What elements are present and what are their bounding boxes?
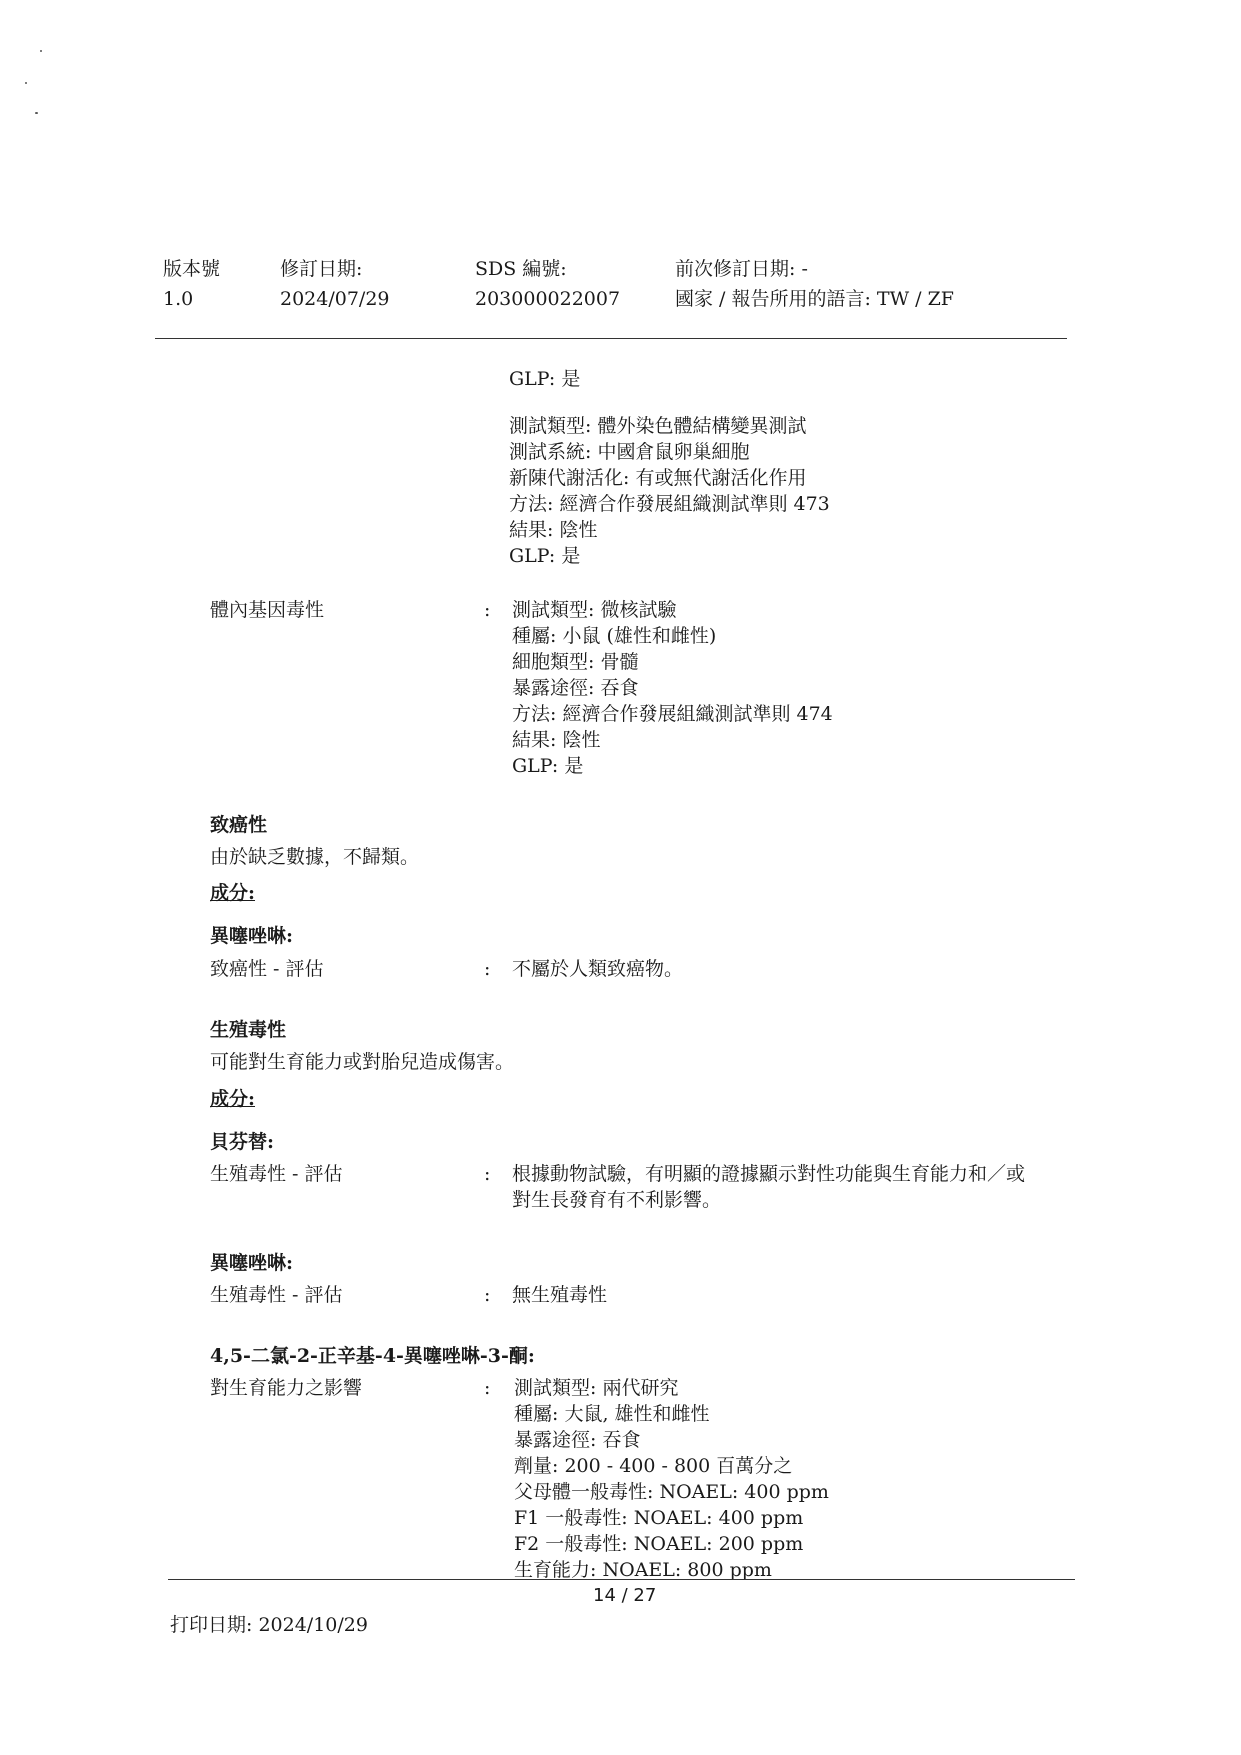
reproductive-assessment-label: 生殖毒性 - 評估 [210,1163,343,1185]
reproductive-colon: : [484,1284,491,1306]
fertility-effect-block [514,1375,829,1583]
value-line: F1 一般毒性: NOAEL: 400 ppm [514,1507,804,1529]
version-value: 1.0 [163,288,194,310]
components-heading: 成分: [210,1088,256,1110]
value-line: 劑量: 200 - 400 - 800 百萬分之 [514,1455,793,1477]
page-number: 14 / 27 [593,1585,657,1606]
substance-name: 貝芬替: [210,1131,275,1153]
revision-date-label: 修訂日期: [280,258,363,280]
print-date: 打印日期: 2024/10/29 [170,1614,368,1636]
glp-first: GLP: 是 [509,368,581,390]
carcinogenicity-assessment-label: 致癌性 - 評估 [210,958,324,980]
substance-name: 4,5-二氯-2-正辛基-4-異噻唑啉-3-酮: [210,1345,535,1367]
in-vitro-line: 結果: 陰性 [509,519,598,541]
in-vivo-line: 方法: 經濟合作發展組織測試準則 474 [512,703,833,725]
sds-number-value: 203000022007 [475,288,621,310]
previous-revision-date: 前次修訂日期: - [675,258,808,280]
reproductive-heading: 生殖毒性 [210,1019,287,1041]
footer-divider [168,1579,1075,1580]
in-vitro-test-block [509,413,830,569]
reproductive-assessment-value: 無生殖毒性 [512,1284,608,1306]
header-divider [155,338,1067,339]
in-vivo-line: 細胞類型: 骨髓 [512,651,639,673]
in-vivo-line: GLP: 是 [512,755,584,777]
value-line: 測試類型: 兩代研究 [514,1377,679,1399]
value-line: 生育能力: NOAEL: 800 ppm [514,1559,772,1581]
scan-speck [25,82,27,84]
value-line: 根據動物試驗，有明顯的證據顯示對性功能與生育能力和／或 [512,1163,1026,1185]
sds-number-label: SDS 編號: [475,258,567,280]
in-vivo-line: 種屬: 小鼠 (雄性和雌性) [512,625,717,647]
in-vivo-line: 測試類型: 微核試驗 [512,599,677,621]
carcinogenicity-statement: 由於缺乏數據，不歸類。 [210,846,420,868]
country-language: 國家 / 報告所用的語言: TW / ZF [675,288,954,310]
in-vivo-label: 體內基因毒性 [210,599,325,621]
substance-name: 異噻唑啉: [210,925,294,947]
carcinogenicity-assessment-value: 不屬於人類致癌物。 [512,958,684,980]
in-vivo-line: 暴露途徑: 吞食 [512,677,639,699]
value-line: 對生長發育有不利影響。 [512,1189,722,1211]
value-line: 父母體一般毒性: NOAEL: 400 ppm [514,1481,829,1503]
reproductive-statement: 可能對生育能力或對胎兒造成傷害。 [210,1051,515,1073]
in-vitro-line: 測試系統: 中國倉鼠卵巢細胞 [509,441,750,463]
scan-speck [40,50,42,52]
value-line: 暴露途徑: 吞食 [514,1429,641,1451]
fertility-colon: : [484,1377,491,1399]
carcinogenicity-heading: 致癌性 [210,814,268,836]
components-heading: 成分: [210,882,256,904]
value-line: F2 一般毒性: NOAEL: 200 ppm [514,1533,804,1555]
reproductive-assessment-label: 生殖毒性 - 評估 [210,1284,343,1306]
carcinogenicity-colon: : [484,958,491,980]
in-vitro-line: 測試類型: 體外染色體結構變異測試 [509,415,807,437]
revision-date-value: 2024/07/29 [280,288,390,310]
reproductive-colon: : [484,1163,491,1185]
in-vivo-colon: : [484,599,491,621]
in-vivo-line: 結果: 陰性 [512,729,601,751]
in-vitro-line: 新陳代謝活化: 有或無代謝活化作用 [509,467,807,489]
value-line: 種屬: 大鼠, 雄性和雌性 [514,1403,710,1425]
reproductive-assessment-value [512,1161,1025,1213]
in-vitro-line: 方法: 經濟合作發展組織測試準則 473 [509,493,830,515]
in-vivo-block [512,597,833,779]
scan-speck [35,112,38,114]
in-vitro-line: GLP: 是 [509,545,581,567]
substance-name: 異噻唑啉: [210,1252,294,1274]
version-label: 版本號 [163,258,221,280]
fertility-effect-label: 對生育能力之影響 [210,1377,363,1399]
